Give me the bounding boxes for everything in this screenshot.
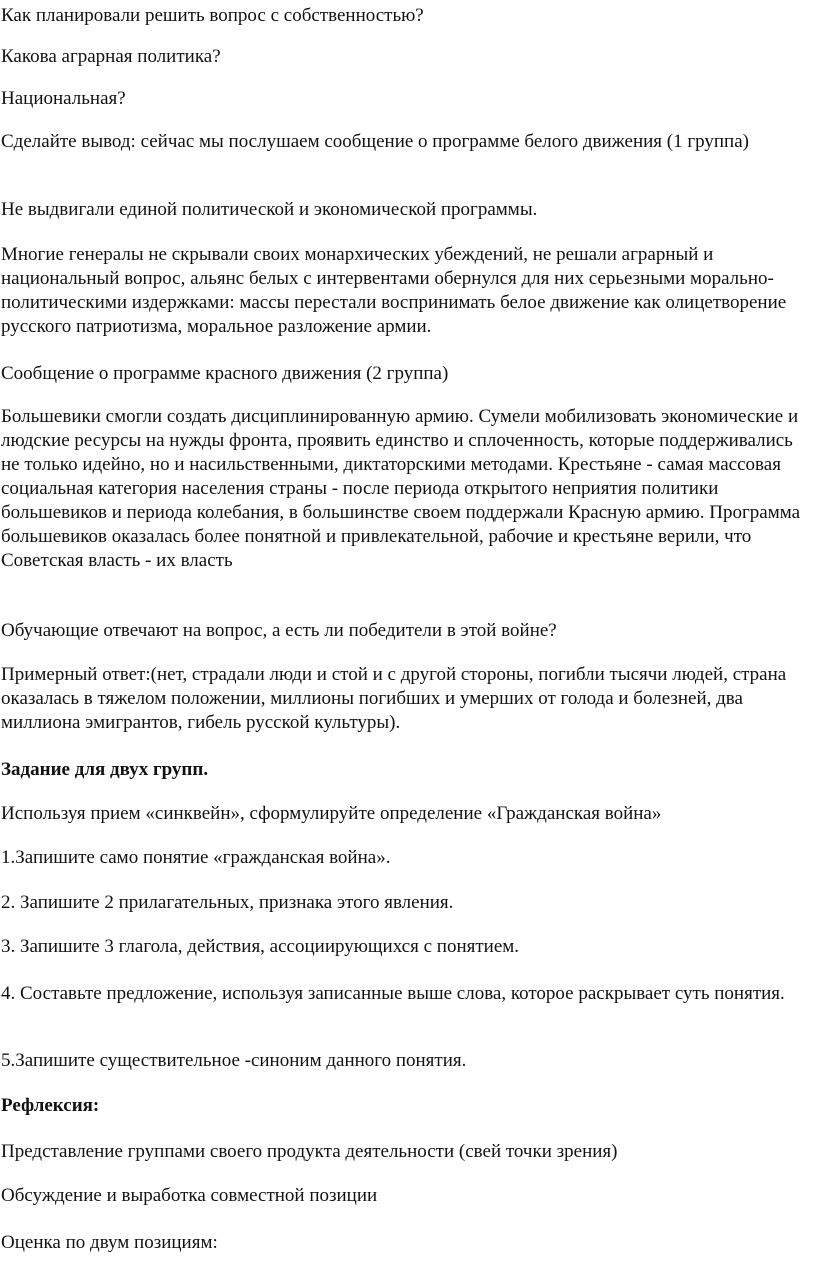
paragraph-no-program: Не выдвигали единой политической и экономической программы. [1,199,538,220]
paragraph-evaluation: Оценка по двум позициям: [1,1232,218,1253]
list-item-step-1: 1.Запишите само понятие «гражданская война». [1,847,391,868]
paragraph-winners-question: Обучающие отвечают на вопрос, а есть ли победители в этой войне? [1,620,557,641]
paragraph-question-agrarian: Какова аграрная политика? [1,46,221,67]
paragraph-discussion: Обсуждение и выработка совместной позиции [1,1185,378,1206]
list-item-step-2: 2. Запишите 2 прилагательных, признака этого явления. [1,892,454,913]
list-item-step-3: 3. Запишите 3 глагола, действия, ассоциирующихся с понятием. [1,936,520,957]
paragraph-sinkwine-instruction: Используя прием «синквейн», сформулируйте определение «Гражданская война» [1,803,662,824]
paragraph-conclusion-white: Сделайте вывод: сейчас мы послушаем сообщение о программе белого движения (1 группа) [1,131,749,152]
heading-task-for-groups: Задание для двух групп. [1,759,209,780]
paragraph-sample-answer: Примерный ответ:(нет, страдали люди и стой и с другой стороны, погибли тысячи людей, страна оказалась в тяжелом положении, миллионы погибших и умерших от голода и болезней, два миллиона эмигрантов, гибель русской культуры). [1,664,787,733]
paragraph-generals: Многие генералы не скрывали своих монархических убеждений, не решали аграрный и национальный вопрос, альянс белых с интервентами обернулся для них серьезными морально-политическими издержками: массы перестали воспринимать белое движение как олицетворение русского патриотизма, моральное разложение армии. [1,244,787,337]
heading-reflection: Рефлексия: [1,1095,100,1116]
paragraph-question-national: Национальная? [1,88,126,109]
paragraph-red-movement-heading: Сообщение о программе красного движения (2 группа) [1,363,449,384]
paragraph-group-presentation: Представление группами своего продукта деятельности (свей точки зрения) [1,1141,618,1162]
list-item-step-4: 4. Составьте предложение, используя записанные выше слова, которое раскрывает суть понятия. [1,983,785,1004]
paragraph-bolsheviks: Большевики смогли создать дисциплинированную армию. Сумели мобилизовать экономические и людские ресурсы на нужды фронта, проявить единство и сплоченность, которые поддерживались не только идейно, но и насильственными, диктаторскими методами. Крестьяне - самая массовая социальная категория населения страны - после периода открытого неприятия политики большевиков и периода колебания, в большинстве своем поддержали Красную армию. Программа большевиков оказалась более понятной и привлекательной, рабочие и крестьяне верили, что Советская власть - их власть [1,406,801,571]
list-item-step-5: 5.Запишите существительное -синоним данного понятия. [1,1050,467,1071]
paragraph-question-property: Как планировали решить вопрос с собственностью? [1,5,424,26]
